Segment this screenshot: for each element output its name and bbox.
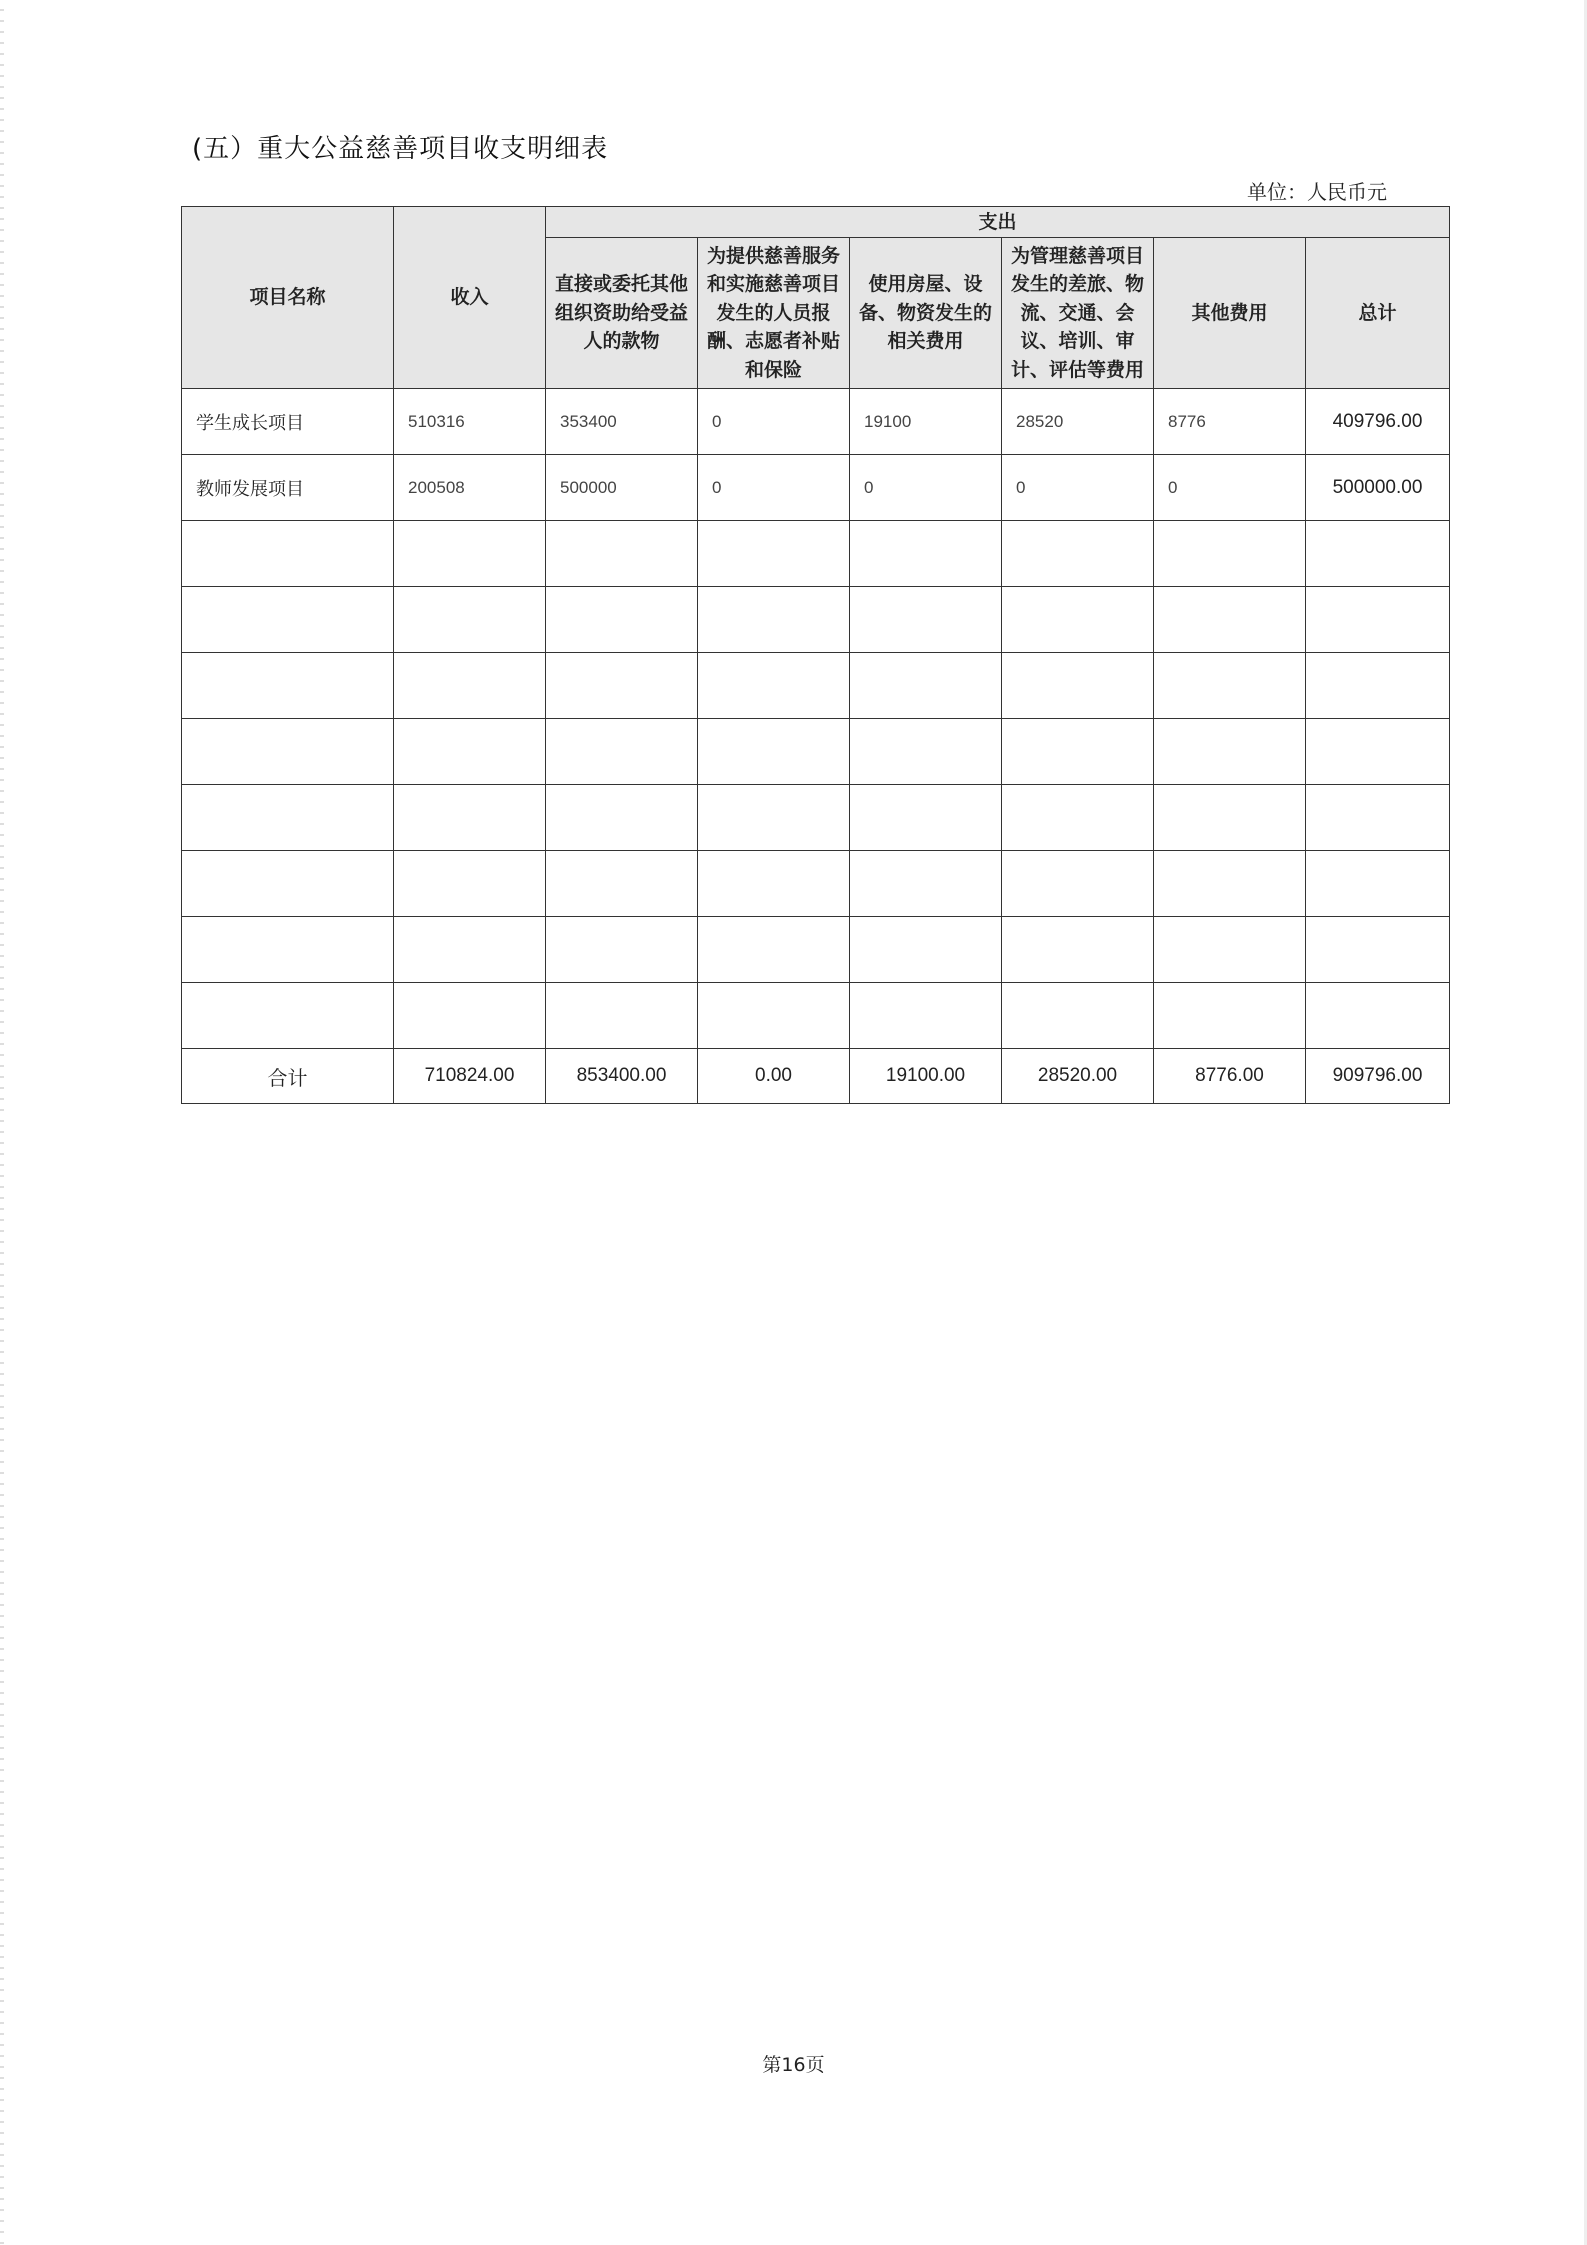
empty-cell [394,587,546,653]
empty-cell [1002,653,1154,719]
table-row [182,455,1450,521]
other-cell: 8776 [1154,389,1306,455]
sum-income-cell: 710824.00 [394,1049,546,1104]
sum-other-cell: 8776.00 [1154,1049,1306,1104]
empty-cell [1154,785,1306,851]
empty-table-row [182,719,1450,785]
income-cell: 200508 [394,455,546,521]
empty-cell [394,917,546,983]
empty-cell [546,851,698,917]
empty-cell [850,653,1002,719]
other-cell: 0 [1154,455,1306,521]
direct-aid-cell: 500000 [546,455,698,521]
empty-cell [1306,785,1450,851]
empty-cell [850,851,1002,917]
page-title: (五）重大公益慈善项目收支明细表 [192,134,609,164]
expense-table [181,206,1450,1104]
empty-cell [1306,587,1450,653]
empty-cell [1002,917,1154,983]
empty-cell [182,917,394,983]
empty-cell [1002,785,1154,851]
empty-cell [1154,587,1306,653]
empty-cell [394,653,546,719]
empty-table-row [182,653,1450,719]
empty-cell [182,719,394,785]
empty-cell [182,785,394,851]
empty-cell [1306,983,1450,1049]
empty-cell [1306,719,1450,785]
empty-cell [1154,719,1306,785]
empty-cell [1002,983,1154,1049]
facilities-cell: 19100 [850,389,1002,455]
empty-cell [1306,521,1450,587]
personnel-cell: 0 [698,389,850,455]
empty-cell [1154,521,1306,587]
header-income: 收入 [394,207,546,389]
empty-cell [1154,917,1306,983]
header-other: 其他费用 [1154,238,1306,389]
empty-cell [546,587,698,653]
facilities-cell: 0 [850,455,1002,521]
expense-table-container [181,206,1449,1104]
sum-row [182,1049,1450,1104]
empty-cell [546,521,698,587]
empty-cell [394,719,546,785]
empty-cell [698,983,850,1049]
project-name-cell: 学生成长项目 [182,389,394,455]
header-personnel: 为提供慈善服务和实施慈善项目发生的人员报酬、志愿者补贴和保险 [698,238,850,389]
empty-cell [1002,521,1154,587]
table-row [182,389,1450,455]
sum-total-cell: 909796.00 [1306,1049,1450,1104]
empty-cell [850,587,1002,653]
empty-cell [850,917,1002,983]
empty-cell [1154,653,1306,719]
personnel-cell: 0 [698,455,850,521]
project-name-cell: 教师发展项目 [182,455,394,521]
empty-cell [394,851,546,917]
empty-table-row [182,587,1450,653]
empty-cell [698,653,850,719]
empty-cell [1002,719,1154,785]
empty-cell [546,785,698,851]
empty-cell [1306,917,1450,983]
empty-cell [182,521,394,587]
empty-cell [850,521,1002,587]
empty-cell [698,851,850,917]
header-facilities: 使用房屋、设备、物资发生的相关费用 [850,238,1002,389]
page-number: 第16页 [762,2054,825,2076]
empty-cell [1154,851,1306,917]
sum-facilities-cell: 19100.00 [850,1049,1002,1104]
total-cell: 500000.00 [1306,455,1450,521]
direct-aid-cell: 353400 [546,389,698,455]
empty-cell [850,785,1002,851]
total-cell: 409796.00 [1306,389,1450,455]
empty-cell [394,785,546,851]
header-management: 为管理慈善项目发生的差旅、物流、交通、会议、培训、审计、评估等费用 [1002,238,1154,389]
sum-management-cell: 28520.00 [1002,1049,1154,1104]
empty-cell [394,983,546,1049]
empty-cell [394,521,546,587]
empty-cell [1002,851,1154,917]
empty-table-row [182,917,1450,983]
empty-cell [698,587,850,653]
empty-cell [850,719,1002,785]
empty-table-row [182,785,1450,851]
management-cell: 28520 [1002,389,1154,455]
empty-cell [698,917,850,983]
empty-cell [546,719,698,785]
management-cell: 0 [1002,455,1154,521]
empty-table-row [182,851,1450,917]
header-direct-aid: 直接或委托其他组织资助给受益人的款物 [546,238,698,389]
empty-cell [182,851,394,917]
empty-cell [698,785,850,851]
empty-table-row [182,521,1450,587]
header-project-name: 项目名称 [182,207,394,389]
empty-cell [182,983,394,1049]
empty-cell [546,917,698,983]
empty-cell [1002,587,1154,653]
unit-label: 单位：人民币元 [1247,180,1387,204]
header-total: 总计 [1306,238,1450,389]
empty-cell [698,521,850,587]
empty-cell [182,653,394,719]
sum-label-cell: 合计 [182,1049,394,1104]
sum-personnel-cell: 0.00 [698,1049,850,1104]
income-cell: 510316 [394,389,546,455]
empty-cell [698,719,850,785]
empty-cell [1306,851,1450,917]
empty-cell [1154,983,1306,1049]
empty-cell [182,587,394,653]
empty-cell [850,983,1002,1049]
empty-cell [546,653,698,719]
header-expense-group: 支出 [546,207,1450,238]
empty-cell [1306,653,1450,719]
empty-table-row [182,983,1450,1049]
scan-edge-left [0,0,4,2245]
empty-cell [546,983,698,1049]
sum-direct-aid-cell: 853400.00 [546,1049,698,1104]
